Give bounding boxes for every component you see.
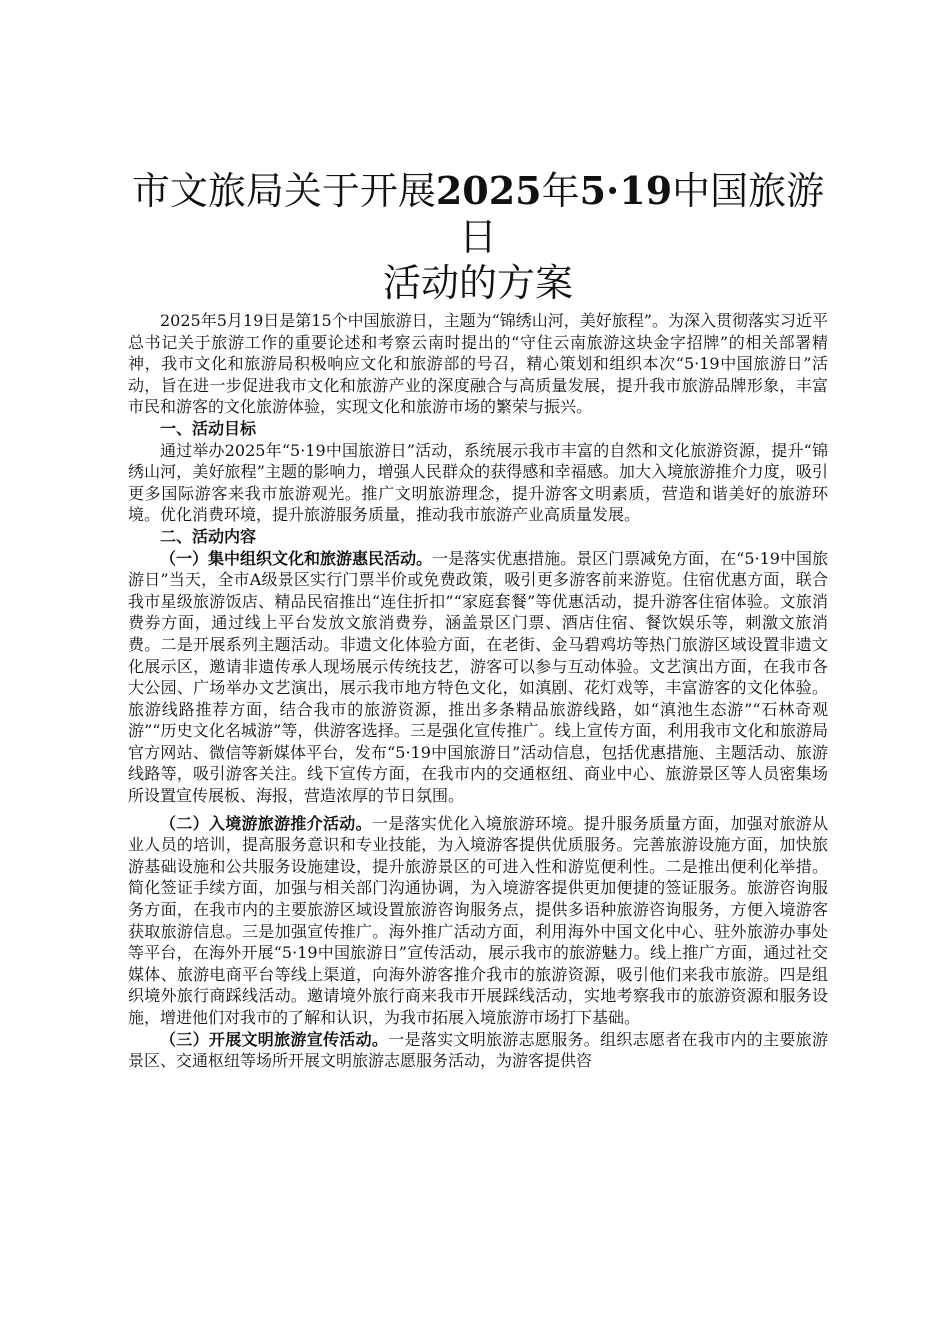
section1-heading: 一、活动目标 <box>160 418 257 438</box>
title-mid: 年 <box>541 169 580 213</box>
section1-paragraph: 通过举办2025年“5·19中国旅游日”活动，系统展示我市丰富的自然和文化旅游资源，提升“锦绣山河，美好旅程”主题的影响力，增强人民群众的获得感和幸福感。加大入境旅游推介力度，吸引更多国际游客来我市旅游观光。推广文明旅游理念，提升游客文明素质，营造和谐美好的旅游环境。优化消费环境，提升旅游服务质量，推动我市旅游产业高质量发展。 <box>128 440 828 525</box>
item3-lead: （三）开展文明旅游宣传活动。 <box>160 1029 389 1049</box>
item2-body: 一是落实优化入境旅游环境。提升服务质量方面，加强对旅游从业人员的培训，提高服务意识和专业技能，为入境游客提供优质服务。完善旅游设施方面，加快旅游基础设施和公共服务设施建设，提升旅游景区的可进入性和游览便利性。二是推出便利化举措。简化签证手续方面，加强与相关部门沟通协调，为入境游客提供更加便捷的签证服务。旅游咨询服务方面，在我市内的主要旅游区域设置旅游咨询服务点，提供多语种旅游咨询服务，方便入境游客获取旅游信息。三是加强宣传推广。海外推广活动方面，利用海外中国文化中心、驻外旅游办事处等平台，在海外开展“5·19中国旅游日”宣传活动，展示我市的旅游魅力。线上推广方面，通过社交媒体、旅游电商平台等线上渠道，向海外游客推介我市的旅游资源，吸引他们来我市旅游。四是组织境外旅行商踩线活动。邀请境外旅行商来我市开展踩线活动，实地考察我市的旅游资源和服务设施，增进他们对我市的了解和认识，为我市拓展入境旅游市场打下基础。 <box>128 813 828 1027</box>
document-page <box>128 168 828 1072</box>
title-date: 5·19 <box>579 168 673 213</box>
item1-paragraph <box>128 548 828 807</box>
title-year: 2025 <box>435 168 542 213</box>
title-suffix: 中国旅游日 <box>458 169 825 259</box>
section2-heading: 二、活动内容 <box>160 526 257 546</box>
title-prefix: 市文旅局关于开展 <box>131 169 436 213</box>
intro-paragraph: 2025年5月19日是第15个中国旅游日，主题为“锦绣山河，美好旅程”。为深入贯彻落实习近平总书记关于旅游工作的重要论述和考察云南时提出的“守住云南旅游这块金字招牌”的相关部署精神，我市文化和旅游局积极响应文化和旅游部的号召，精心策划和组织本次“5·19中国旅游日”活动，旨在进一步促进我市文化和旅游产业的深度融合与高质量发展，提升我市旅游品牌形象，丰富市民和游客的文化旅游体验，实现文化和旅游市场的繁荣与振兴。 <box>128 311 828 417</box>
item1-body: 一是落实优惠措施。景区门票减免方面，在“5·19中国旅游日”当天，全市A级景区实行门票半价或免费政策，吸引更多游客前来游览。住宿优惠方面，联合我市星级旅游饭店、精品民宿推出“连住折扣”“家庭套餐”等优惠活动，提升游客住宿体验。文旅消费券方面，通过线上平台发放文旅消费券，涵盖景区门票、酒店住宿、餐饮娱乐等，刺激文旅消费。二是开展系列主题活动。非遗文化体验方面，在老街、金马碧鸡坊等热门旅游区域设置非遗文化展示区，邀请非遗传承人现场展示传统技艺，游客可以参与互动体验。文艺演出方面，在我市各大公园、广场举办文艺演出，展示我市地方特色文化，如滇剧、花灯戏等，丰富游客的文化体验。旅游线路推荐方面，结合我市的旅游资源，推出多条精品旅游线路，如“滇池生态游”“石林奇观游”“历史文化名城游”等，供游客选择。三是强化宣传推广。线上宣传方面，利用我市文化和旅游局官方网站、微信等新媒体平台，发布“5·19中国旅游日”活动信息，包括优惠措施、主题活动、旅游线路等，吸引游客关注。线下宣传方面，在我市内的交通枢纽、商业中心、旅游景区等人员密集场所设置宣传展板、海报，营造浓厚的节日氛围。 <box>128 548 828 806</box>
item2-lead: （二）入境游旅游推介活动。 <box>160 813 372 833</box>
document-title <box>128 168 828 306</box>
item3-body: 一是落实文明旅游志愿服务。组织志愿者在我市内的主要旅游景区、交通枢纽等场所开展文明旅游志愿服务活动，为游客提供咨 <box>128 1029 828 1071</box>
item1-lead: （一）集中组织文化和旅游惠民活动。 <box>160 548 433 568</box>
item3-paragraph <box>128 1029 828 1072</box>
title-line2: 活动的方案 <box>382 261 573 305</box>
item2-paragraph <box>128 813 828 1029</box>
